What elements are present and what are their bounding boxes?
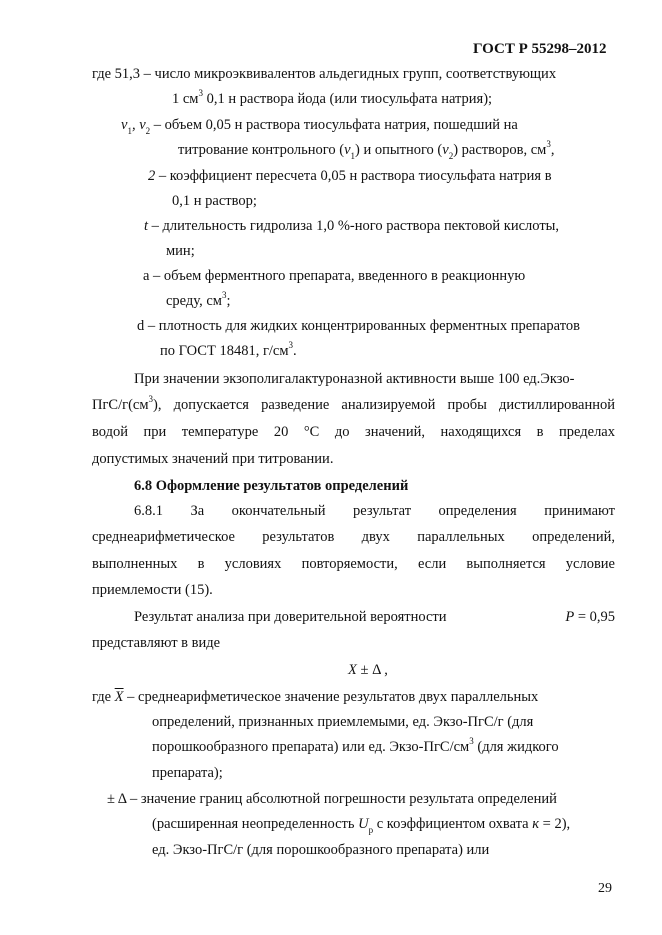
legend-line: a – объем ферментного препарата, введенного в реакционную	[143, 268, 526, 284]
standard-id: ГОСТ Р 55298–2012	[473, 41, 607, 57]
legend-line: препарата);	[152, 765, 223, 781]
paragraph-line: Результат анализа при доверительной вероятности P = 0,95	[134, 609, 615, 625]
legend-line: по ГОСТ 18481, $г/см^3$.	[160, 340, 297, 359]
legend-line: $v_1$, $v_2$ – объем 0,05 н раствора тиосульфата натрия, пошедший на	[121, 117, 518, 136]
paragraph-line: водой при температуре 20 °С до значений, находящихся в пределах	[92, 424, 615, 440]
legend-line: среду, $см^3$;	[166, 290, 231, 309]
legend-line: ед. Экзо-ПгС/г (для порошкообразного препарата) или	[152, 842, 490, 858]
legend-line: ± Δ – значение границ абсолютной погрешности результата определений	[107, 791, 557, 807]
legend-line: 0,1 н раствор;	[172, 193, 257, 209]
legend-line: порошкообразного препарата) или ед. Экзо-$ПгС/см^3$ (для жидкого	[152, 736, 559, 755]
formula: X ± Δ ,	[348, 662, 388, 678]
legend-line: где $\overline{X}$ – среднеарифметическое значение результатов двух параллельных	[92, 689, 539, 705]
legend-line: где 51,3 – число микроэквивалентов альдегидных групп, соответствующих	[92, 66, 557, 82]
legend-line: определений, признанных приемлемыми, ед. Экзо-ПгС/г (для	[152, 714, 534, 730]
paragraph-line: При значении экзополигалактуроназной активности выше 100 ед.Экзо-	[134, 371, 575, 387]
paragraph-line: допустимых значений при титровании.	[92, 451, 334, 467]
legend-line: t – длительность гидролиза 1,0 %-ного раствора пектовой кислоты,	[144, 218, 560, 234]
paragraph-line: 6.8.1 За окончательный результат определения принимают	[134, 503, 615, 519]
paragraph-line: приемлемости (15).	[92, 582, 213, 598]
legend-line: 2 – коэффициент пересчета 0,05 н раствора тиосульфата натрия в	[148, 168, 552, 184]
page-number: 29	[598, 881, 612, 896]
legend-line: 1 $см^3$ 0,1 н раствора йода (или тиосульфата натрия);	[172, 88, 493, 107]
paragraph-line: выполненных в условиях повторяемости, если выполняется условие	[92, 556, 615, 572]
legend-line: (расширенная неопределенность $U_p$ с коэффициентом охвата к = 2),	[152, 816, 571, 835]
legend-line: d – плотность для жидких концентрированных ферментных препаратов	[137, 318, 580, 334]
section-heading: 6.8 Оформление результатов определений	[134, 478, 409, 494]
paragraph-line: ПгС/$г(см^3)$, допускается разведение анализируемой пробы дистиллированной	[92, 394, 615, 413]
legend-line: мин;	[166, 243, 195, 259]
paragraph-line: среднеарифметическое результатов двух параллельных определений,	[92, 529, 615, 545]
paragraph-line: представляют в виде	[92, 635, 221, 651]
legend-line: титрование контрольного $(v_1)$ и опытного $(v_2)$ растворов, $см^3$,	[178, 139, 555, 161]
